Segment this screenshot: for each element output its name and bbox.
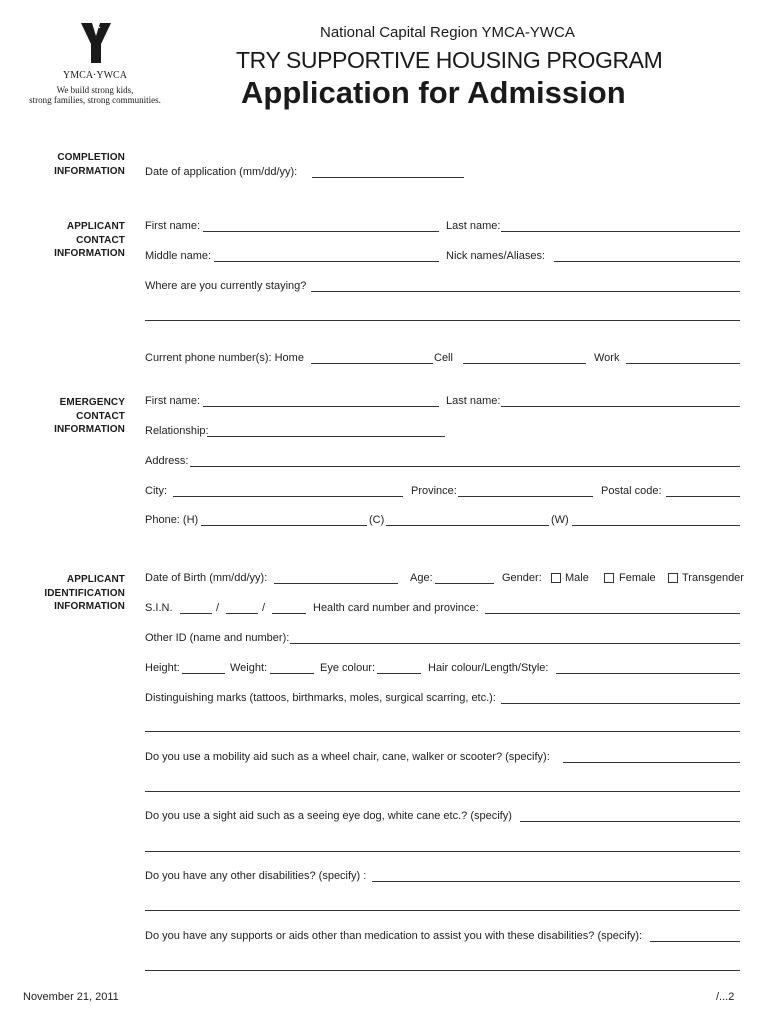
nick-names-label: Nick names/Aliases: <box>446 250 546 262</box>
height-field[interactable] <box>182 673 225 674</box>
province-label: Province: <box>411 485 457 497</box>
weight-label: Weight: <box>230 662 268 674</box>
first-name-field[interactable] <box>203 231 439 232</box>
phone-work-field[interactable] <box>626 363 740 364</box>
section-emergency-contact <box>20 396 125 437</box>
currently-staying-label: Where are you currently staying? <box>145 280 307 292</box>
phone-work-label: Work <box>594 352 620 364</box>
phone-h-field[interactable] <box>201 525 367 526</box>
health-card-label: Health card number and province: <box>313 602 479 614</box>
section-label-line: IDENTIFICATION <box>44 587 125 599</box>
gender-male-checkbox[interactable] <box>551 573 561 583</box>
disabilities-field-2[interactable] <box>145 910 740 911</box>
section-completion-info <box>20 151 125 178</box>
weight-field[interactable] <box>270 673 314 674</box>
ymca-logo <box>20 22 170 112</box>
age-field[interactable] <box>435 583 494 584</box>
sight-label: Do you use a sight aid such as a seeing eye dog, white cane etc.? (specify) <box>145 810 512 822</box>
address-field[interactable] <box>190 466 740 467</box>
sin-slash: / <box>262 602 266 614</box>
em-first-name-label: First name: <box>145 395 201 407</box>
disabilities-label: Do you have any other disabilities? (specify) : <box>145 870 367 882</box>
city-label: City: <box>145 485 167 497</box>
sight-field[interactable] <box>520 821 740 822</box>
date-of-application-label: Date of application (mm/dd/yy): <box>145 166 298 178</box>
postal-code-label: Postal code: <box>601 485 662 497</box>
phone-cell-label: Cell <box>434 352 453 364</box>
section-label-line: INFORMATION <box>54 424 125 435</box>
supports-field-2[interactable] <box>145 970 740 971</box>
hair-field[interactable] <box>556 673 740 674</box>
sin-field-1[interactable] <box>180 613 212 614</box>
section-label-line: CONTACT <box>76 234 125 246</box>
tagline-line-1: We build strong kids, <box>56 85 134 95</box>
phone-home-label: Current phone number(s): Home <box>145 352 304 364</box>
dob-field[interactable] <box>274 583 398 584</box>
em-first-name-field[interactable] <box>203 406 439 407</box>
currently-staying-field-2[interactable] <box>145 320 740 321</box>
gender-transgender-checkbox[interactable] <box>668 573 678 583</box>
other-id-field[interactable] <box>290 643 740 644</box>
age-label: Age: <box>410 572 433 584</box>
mobility-field-2[interactable] <box>145 791 740 792</box>
section-label-line: COMPLETION <box>57 152 125 163</box>
phone-c-field[interactable] <box>386 525 549 526</box>
eye-colour-field[interactable] <box>377 673 421 674</box>
date-of-application-field[interactable] <box>312 177 464 178</box>
gender-female-label: Female <box>619 572 656 584</box>
nick-names-field[interactable] <box>554 261 740 262</box>
section-label-line: INFORMATION <box>54 165 125 177</box>
y-logo-icon <box>80 22 112 64</box>
gender-female-checkbox[interactable] <box>604 573 614 583</box>
tagline-line-2: strong families, strong communities. <box>29 95 161 105</box>
height-label: Height: <box>145 662 180 674</box>
section-label-line: APPLICANT <box>66 221 125 232</box>
gender-label: Gender: <box>502 572 542 584</box>
sin-field-3[interactable] <box>272 613 306 614</box>
mobility-label: Do you use a mobility aid such as a wheel chair, cane, walker or scooter? (specify): <box>145 751 550 763</box>
middle-name-field[interactable] <box>214 261 439 262</box>
city-field[interactable] <box>173 496 403 497</box>
em-last-name-field[interactable] <box>501 406 740 407</box>
dob-label: Date of Birth (mm/dd/yy): <box>145 572 268 584</box>
footer-date: November 21, 2011 <box>23 991 119 1003</box>
hair-label: Hair colour/Length/Style: <box>428 662 549 674</box>
org-name: National Capital Region YMCA-YWCA <box>320 24 575 41</box>
sin-slash: / <box>216 602 220 614</box>
relationship-label: Relationship: <box>145 425 209 437</box>
marks-field[interactable] <box>501 703 740 704</box>
phone-w-label: (W) <box>551 514 569 526</box>
marks-label: Distinguishing marks (tattoos, birthmarks, moles, surgical scarring, etc.): <box>145 692 496 704</box>
page-title: Application for Admission <box>241 75 626 110</box>
phone-h-label: Phone: (H) <box>145 514 199 526</box>
page-number: /...2 <box>716 991 735 1003</box>
logo-name: YMCA·YWCA <box>63 70 127 81</box>
last-name-field[interactable] <box>501 231 740 232</box>
section-label-line: INFORMATION <box>54 248 125 259</box>
currently-staying-field[interactable] <box>311 291 740 292</box>
phone-c-label: (C) <box>369 514 385 526</box>
phone-w-field[interactable] <box>572 525 740 526</box>
section-label-line: EMERGENCY <box>59 397 125 408</box>
disabilities-field[interactable] <box>372 881 740 882</box>
middle-name-label: Middle name: <box>145 250 212 262</box>
gender-male-label: Male <box>565 572 589 584</box>
section-applicant-id <box>20 573 125 614</box>
province-field[interactable] <box>458 496 593 497</box>
section-label-line: APPLICANT <box>66 574 125 585</box>
marks-field-2[interactable] <box>145 731 740 732</box>
section-label-line: CONTACT <box>76 410 125 422</box>
sin-field-2[interactable] <box>226 613 258 614</box>
mobility-field[interactable] <box>563 762 740 763</box>
supports-field[interactable] <box>650 941 740 942</box>
section-label-line: INFORMATION <box>54 601 125 612</box>
address-label: Address: <box>145 455 189 467</box>
health-card-field[interactable] <box>485 613 740 614</box>
phone-cell-field[interactable] <box>463 363 586 364</box>
sin-label: S.I.N. <box>145 602 173 614</box>
relationship-field[interactable] <box>207 436 445 437</box>
supports-label: Do you have any supports or aids other than medication to assist you with these disabilities? (specify): <box>145 930 643 942</box>
postal-code-field[interactable] <box>666 496 740 497</box>
em-last-name-label: Last name: <box>446 395 501 407</box>
phone-home-field[interactable] <box>311 363 433 364</box>
section-applicant-contact <box>20 220 125 261</box>
sight-field-2[interactable] <box>145 851 740 852</box>
gender-transgender-label: Transgender <box>682 572 744 584</box>
last-name-label: Last name: <box>446 220 501 232</box>
first-name-label: First name: <box>145 220 201 232</box>
other-id-label: Other ID (name and number): <box>145 632 290 644</box>
logo-tagline <box>8 85 182 105</box>
program-name: TRY SUPPORTIVE HOUSING PROGRAM <box>236 47 663 73</box>
eye-colour-label: Eye colour: <box>320 662 376 674</box>
